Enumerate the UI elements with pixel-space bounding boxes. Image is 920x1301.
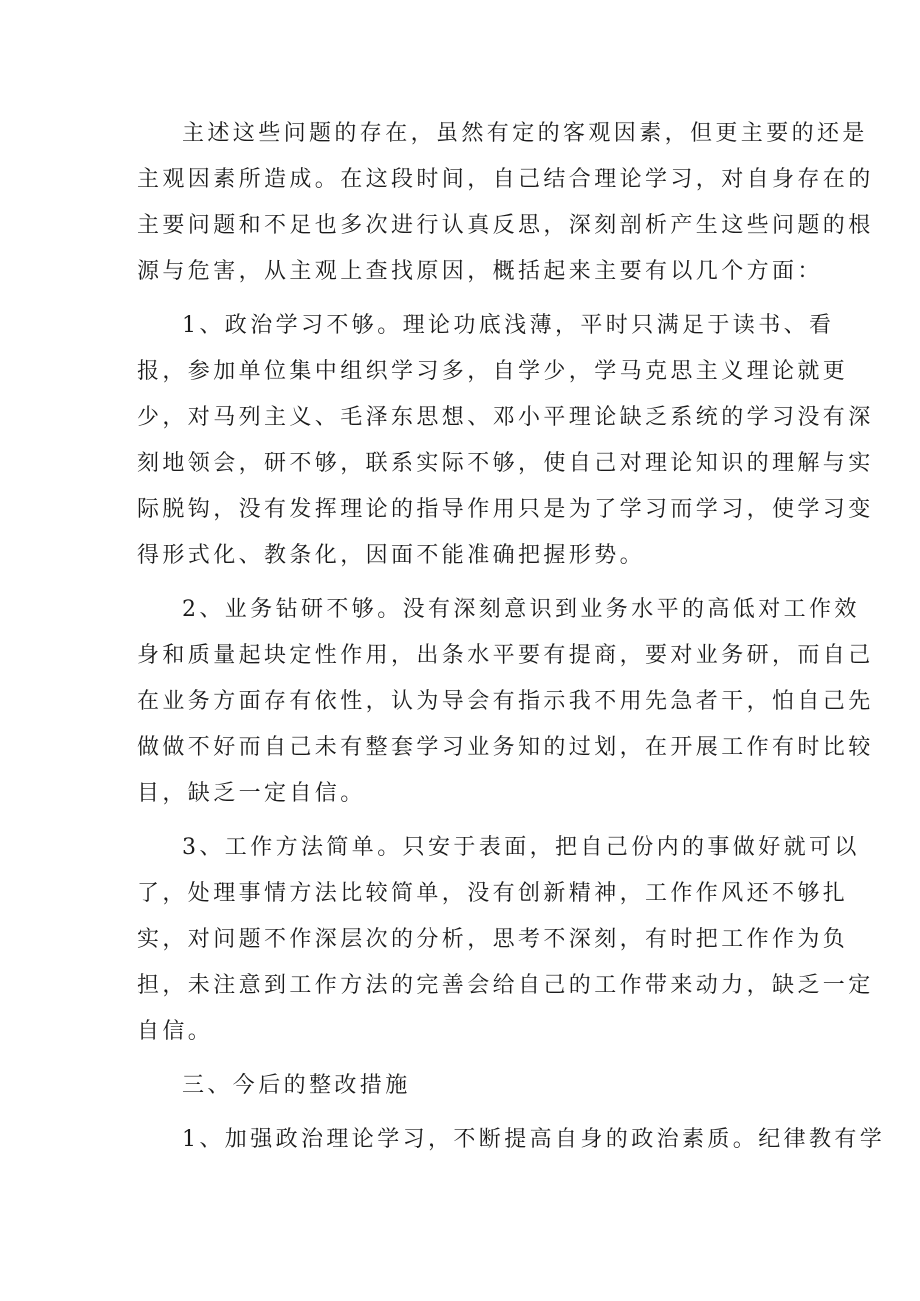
paragraph-2-line-5: 际脱钩，没有发挥理论的指导作用只是为了学习而学习，使学习变 (137, 497, 874, 522)
paragraph-5-line-1: 1、加强政治理论学习，不断提高自身的政治素质。纪律教有学 (182, 1127, 886, 1152)
section-heading: 三、今后的整改措施 (182, 1073, 411, 1098)
paragraph-3-line-5: 目，缺乏一定自信。 (137, 781, 366, 806)
paragraph-2-line-6: 得形式化、教条化，因面不能准确把握形势。 (137, 543, 646, 568)
paragraph-4-line-1: 3、工作方法简单。只安于表面，把自己份内的事做好就可以 (182, 835, 860, 860)
paragraph-2-line-1: 1、政治学习不够。理论功底浅薄，平时只满足于读书、看 (182, 313, 835, 338)
paragraph-2-line-4: 刻地领会，研不够，联系实际不够，使自己对理论知识的理解与实 (137, 451, 874, 476)
paragraph-4-line-3: 实，对问题不作深层次的分析，思考不深刻，有时把工作作为负 (137, 927, 849, 952)
paragraph-2-line-3: 少，对马列主义、毛泽东思想、邓小平理论缺乏系统的学习没有深 (137, 405, 874, 430)
paragraph-1-line-4: 源与危害，从主观上查找原因，概括起来主要有以几个方面： (137, 259, 823, 284)
paragraph-1-line-2: 主观因素所造成。在这段时间，自己结合理论学习，对自身存在的 (137, 167, 874, 192)
paragraph-1-line-1: 主述这些问题的存在，虽然有定的客观因素，但更主要的还是 (182, 121, 868, 146)
paragraph-2-line-2: 报，参加单位集中组织学习多，自学少，学马克思主义理论就更 (137, 359, 849, 384)
paragraph-4-line-5: 自信。 (137, 1019, 214, 1044)
paragraph-4-line-4: 担，未注意到工作方法的完善会给自己的工作带来动力，缺乏一定 (137, 973, 874, 998)
paragraph-4-line-2: 了，处理事情方法比较简单，没有创新精神，工作作风还不够扎 (137, 881, 849, 906)
paragraph-3-line-4: 做做不好而自己未有整套学习业务知的过划，在开展工作有时比较 (137, 735, 874, 760)
paragraph-1-line-3: 主要问题和不足也多次进行认真反思，深刻剖析产生这些问题的根 (137, 213, 874, 238)
paragraph-3-line-2: 身和质量起块定性作用，出条水平要有提商，要对业务研，而自己 (137, 643, 874, 668)
paragraph-3-line-3: 在业务方面存有依性，认为导会有指示我不用先急者干，怕自己先 (137, 689, 874, 714)
paragraph-3-line-1: 2、业务钻研不够。没有深刻意识到业务水平的高低对工作效 (182, 597, 860, 622)
